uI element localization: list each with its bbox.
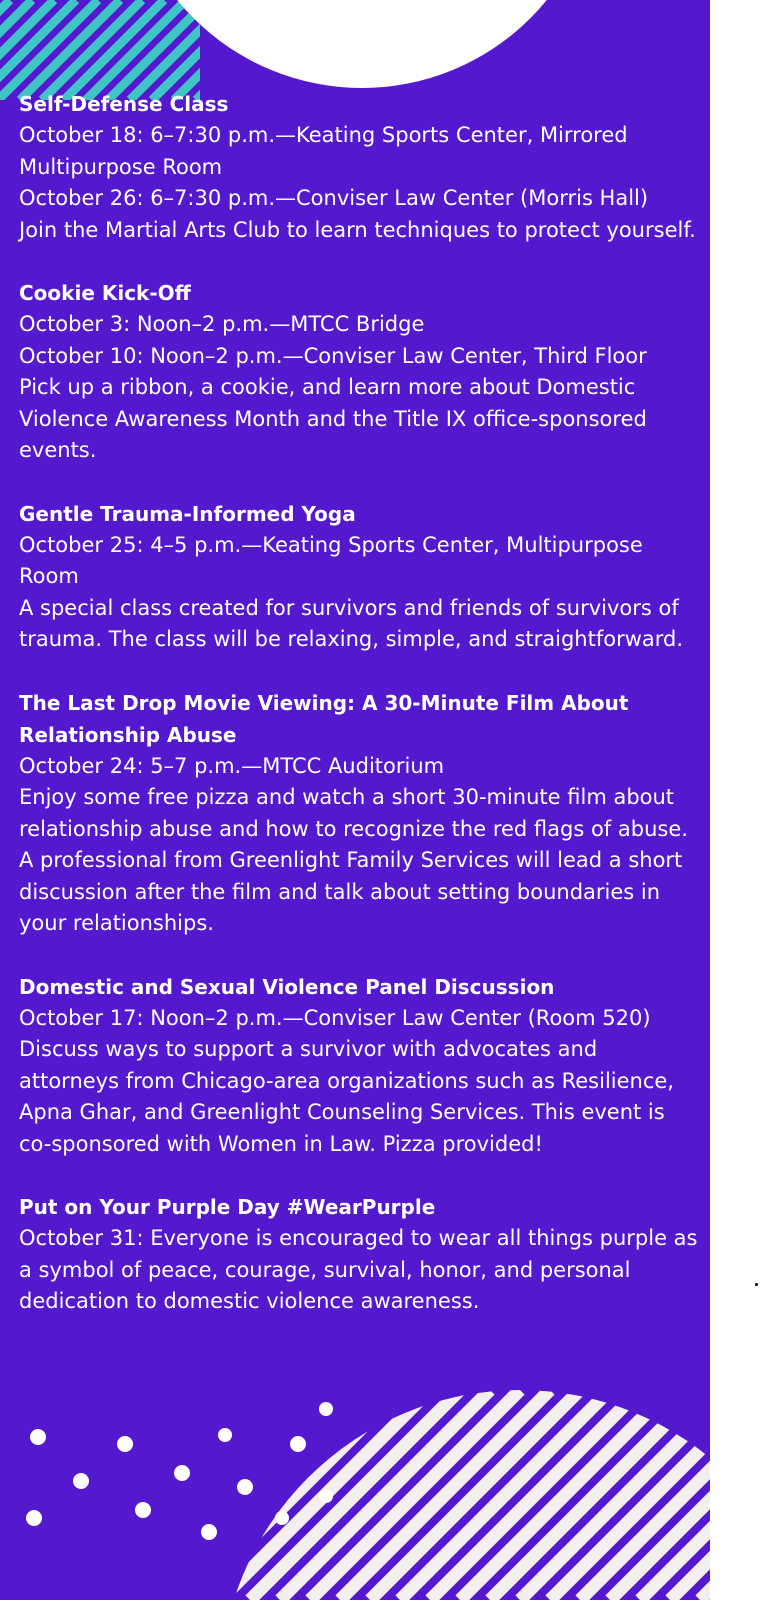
event-detail: October 24: 5–7 p.m.—MTCC Auditorium [19,753,445,778]
dot [117,1436,133,1452]
event-detail: October 18: 6–7:30 p.m.—Keating Sports Center, Mirrored Multipurpose Room [19,123,628,179]
event-detail: Join the Martial Arts Club to learn techniques to protect yourself. [19,217,696,242]
dot [319,1489,333,1503]
event-detail: A special class created for survivors and friends of survivors of trauma. The class will be relaxing, simple, and straightforward. [19,595,684,651]
dot [275,1511,289,1525]
event-detail: October 31: Everyone is encouraged to wear all things purple as a symbol of peace, courage, survival, honor, and personal dedication to domestic violence awareness. [19,1226,698,1313]
event-block [19,1191,699,1318]
dot [174,1465,190,1481]
dot [290,1436,306,1452]
event-detail: Discuss ways to support a survivor with advocates and attorneys from Chicago-area organizations such as Resilience, Apna Ghar, and Greenlight Counseling Services. This event is co-sponsored with Women in Law. Pizza provided! [19,1037,674,1156]
dot [26,1510,42,1526]
event-title: The Last Drop Movie Viewing: A 30-Minute Film About Relationship Abuse [19,690,629,747]
dot [135,1502,151,1518]
dot [73,1473,89,1489]
dot [319,1402,333,1416]
event-block [19,277,699,467]
event-detail: Enjoy some free pizza and watch a short 30-minute film about relationship abuse and how to recognize the red flags of abuse. A professional from Greenlight Family Services will lead a short discussion after the film and talk about setting boundaries in your relationships. [19,785,688,935]
event-title: Self-Defense Class [19,92,229,116]
event-block [19,498,699,656]
dot [237,1479,253,1495]
dot [30,1429,46,1445]
event-detail: October 17: Noon–2 p.m.—Conviser Law Center (Room 520) [19,1005,651,1030]
event-title: Put on Your Purple Day #WearPurple [19,1195,436,1219]
event-block [19,88,699,246]
event-detail: October 3: Noon–2 p.m.—MTCC Bridge [19,312,425,336]
event-detail: October 26: 6–7:30 p.m.—Conviser Law Center (Morris Hall) [19,186,649,210]
event-title: Cookie Kick-Off [19,281,191,305]
stray-dot [755,1283,758,1286]
dot [218,1428,232,1442]
event-block [19,687,699,940]
dot [201,1524,217,1540]
event-detail: Pick up a ribbon, a cookie, and learn more about Domestic Violence Awareness Month and the Title IX office-sponsored events. [19,375,647,462]
events-list [19,88,699,1349]
event-detail: October 25: 4–5 p.m.—Keating Sports Center, Multipurpose Room [19,532,643,588]
event-title: Gentle Trauma-Informed Yoga [19,501,356,526]
event-title: Domestic and Sexual Violence Panel Discussion [19,974,555,999]
event-detail: October 10: Noon–2 p.m.—Conviser Law Center, Third Floor [19,343,647,368]
event-block [19,971,699,1161]
